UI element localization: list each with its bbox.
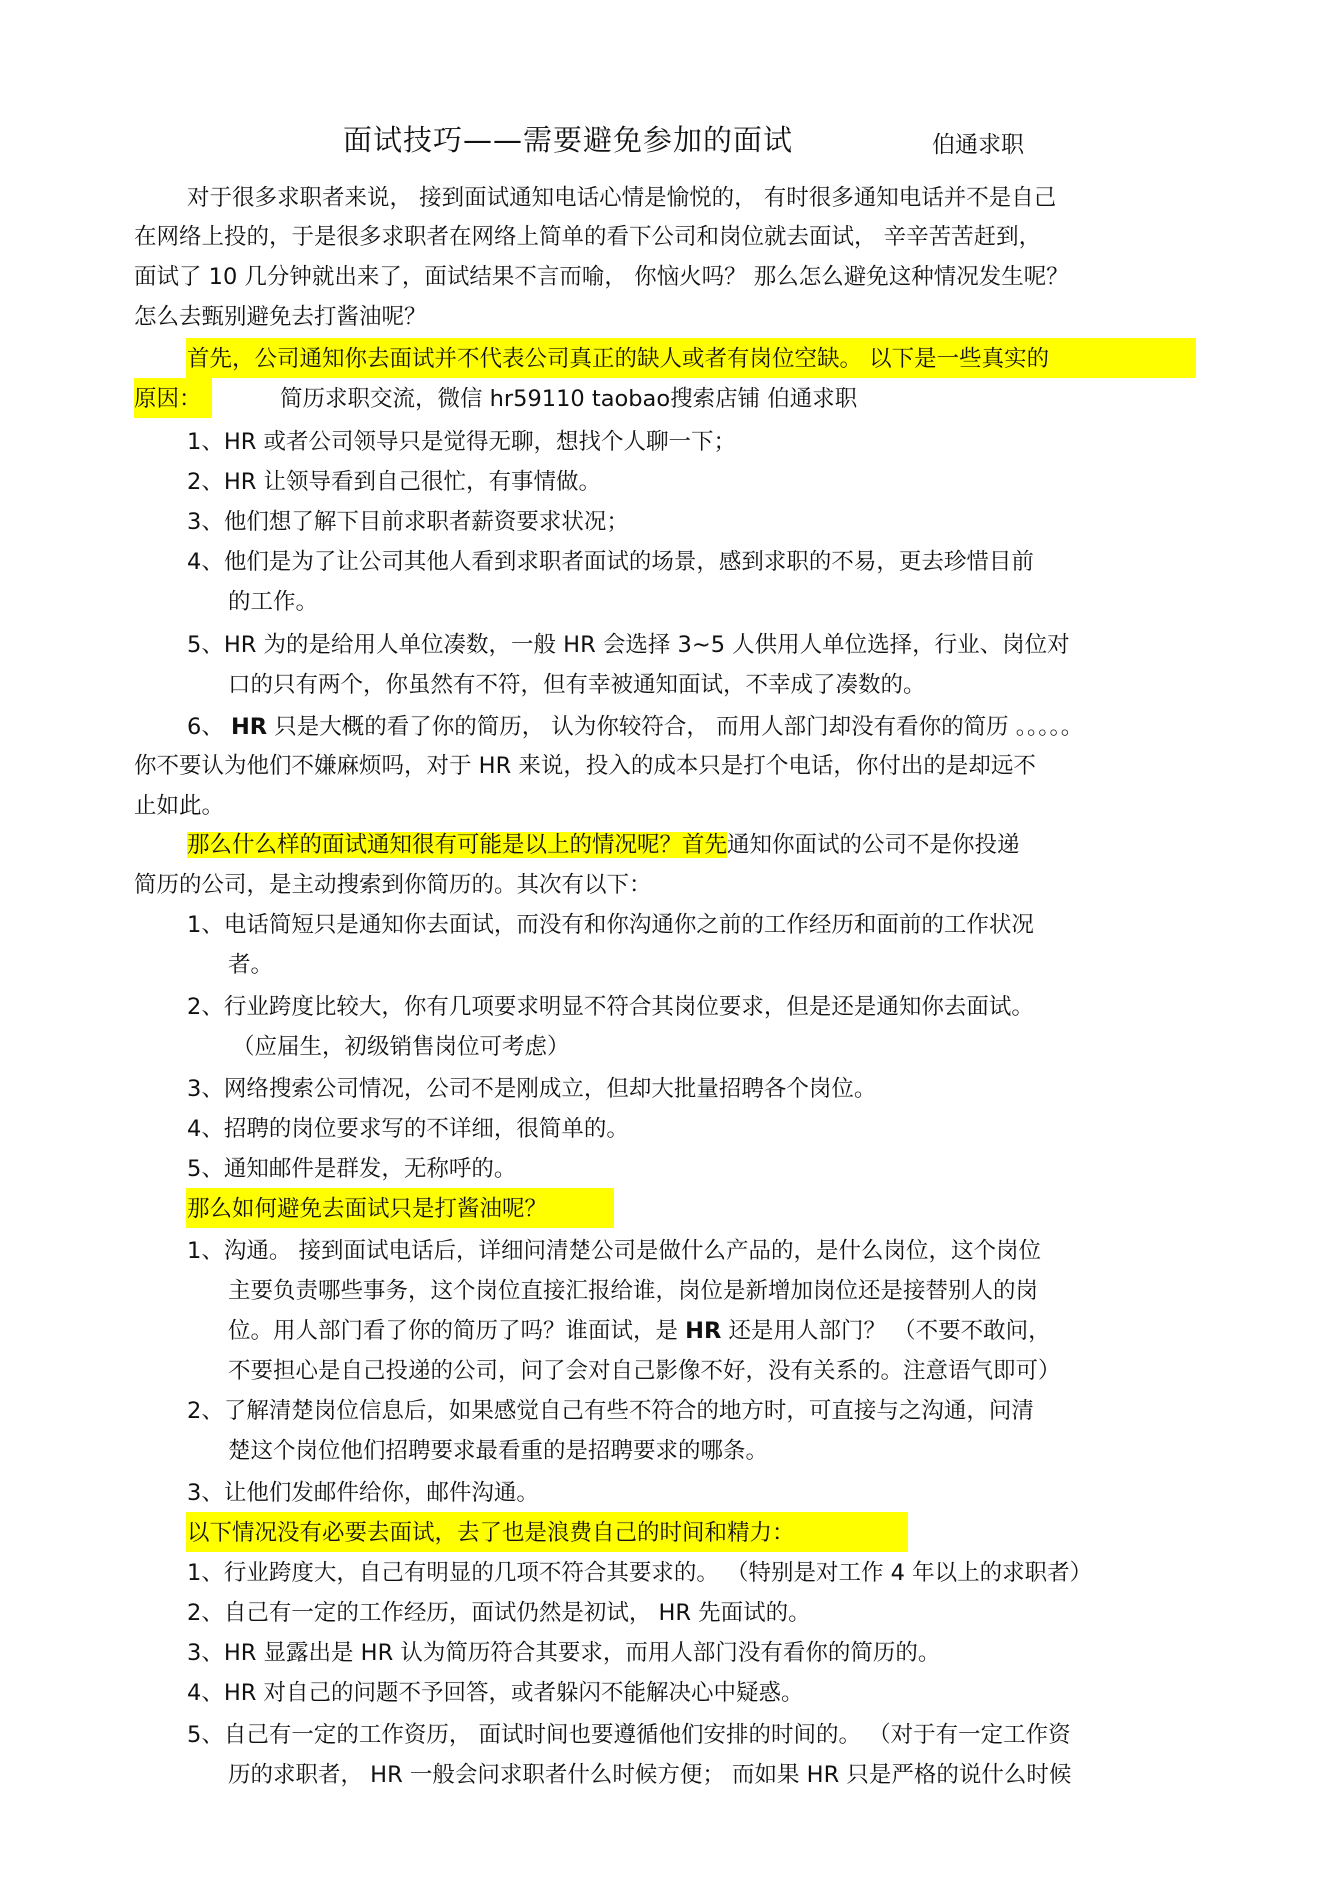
document-title: 面试技巧——需要避免参加的面试 xyxy=(343,123,794,157)
list-item: 4、HR 对自己的问题不予回答，或者躲闪不能解决心中疑惑。 xyxy=(187,1680,804,1706)
paragraph-line: 你不要认为他们不嫌麻烦吗，对于 HR 来说，投入的成本只是打个电话，你付出的是却远不 xyxy=(134,753,1036,779)
highlighted-text: 那么什么样的面试通知很有可能是以上的情况呢？首先 xyxy=(187,832,728,858)
list-item: 5、通知邮件是群发，无称呼的。 xyxy=(187,1156,517,1182)
firstly-line: 首先，公司通知你去面试并不代表公司真正的缺人或者有岗位空缺。 以下是一些真实的 xyxy=(187,346,1050,372)
list-item-continued: 者。 xyxy=(228,952,274,978)
list-item xyxy=(187,712,1083,742)
section-question xyxy=(187,830,1020,860)
list-item: 4、招聘的岗位要求写的不详细，很简单的。 xyxy=(187,1116,629,1142)
list-item: 3、网络搜索公司情况，公司不是刚成立，但却大批量招聘各个岗位。 xyxy=(187,1076,877,1102)
paragraph-line: 简历的公司，是主动搜索到你简历的。其次有以下： xyxy=(134,872,652,898)
list-item-continued: 不要担心是自己投递的公司，问了会对自己影像不好，没有关系的。注意语气即可） xyxy=(228,1358,1061,1384)
item-text: 位。用人部门看了你的简历了吗？谁面试，是 xyxy=(228,1318,686,1344)
bold-term: HR xyxy=(230,714,268,740)
reason-heading: 原因： xyxy=(134,386,202,412)
item-number: 6、 xyxy=(187,714,231,740)
contact-note: 简历求职交流，微信 hr59110 taobao搜索店铺 伯通求职 xyxy=(280,386,858,412)
item-text: 只是大概的看了你的简历， 认为你较符合， 而用人部门却没有看你的简历 。。。。。 xyxy=(267,714,1084,740)
list-item: 2、HR 让领导看到自己很忙，有事情做。 xyxy=(187,469,602,495)
plain-text: 通知你面试的公司不是你投递 xyxy=(727,832,1020,858)
intro-line: 面试了 10 几分钟就出来了，面试结果不言而喻， 你恼火吗？ 那么怎么避免这种情况发生呢？ xyxy=(134,264,1069,290)
list-item-continued: 楚这个岗位他们招聘要求最看重的是招聘要求的哪条。 xyxy=(228,1438,769,1464)
list-item: 1、HR 或者公司领导只是觉得无聊，想找个人聊一下； xyxy=(187,429,737,455)
item-text: 还是用人部门？ （不要不敢问， xyxy=(721,1318,1051,1344)
list-item: 2、行业跨度比较大，你有几项要求明显不符合其岗位要求，但是还是通知你去面试。 xyxy=(187,994,1034,1020)
list-item: 3、让他们发邮件给你，邮件沟通。 xyxy=(187,1480,539,1506)
list-item: 3、HR 显露出是 HR 认为简历符合其要求，而用人部门没有看你的简历的。 xyxy=(187,1640,941,1666)
list-item: 4、他们是为了让公司其他人看到求职者面试的场景，感到求职的不易，更去珍惜目前 xyxy=(187,549,1034,575)
intro-line: 对于很多求职者来说， 接到面试通知电话心情是愉悦的， 有时很多通知电话并不是自己 xyxy=(187,185,1057,211)
list-item: 5、自己有一定的工作资历， 面试时间也要遵循他们安排的时间的。 （对于有一定工作资 xyxy=(187,1722,1071,1748)
list-item-continued: 历的求职者， HR 一般会问求职者什么时候方便； 而如果 HR 只是严格的说什么时候 xyxy=(228,1762,1072,1788)
list-item-continued xyxy=(228,1316,1051,1346)
list-item-continued: 口的只有两个，你虽然有不符，但有幸被通知面试，不幸成了凑数的。 xyxy=(228,672,926,698)
list-item: 1、沟通。 接到面试电话后，详细问清楚公司是做什么产品的，是什么岗位，这个岗位 xyxy=(187,1238,1041,1264)
section-heading: 以下情况没有必要去面试，去了也是浪费自己的时间和精力： xyxy=(187,1520,795,1546)
brand-label: 伯通求职 xyxy=(932,132,1024,158)
section-heading: 那么如何避免去面试只是打酱油呢？ xyxy=(187,1196,548,1222)
list-item: 2、自己有一定的工作经历，面试仍然是初试， HR 先面试的。 xyxy=(187,1600,811,1626)
list-item-continued: （应届生，初级销售岗位可考虑） xyxy=(232,1034,570,1060)
paragraph-line: 止如此。 xyxy=(134,793,225,819)
intro-line: 怎么去甄别避免去打酱油呢？ xyxy=(134,304,427,330)
intro-line: 在网络上投的，于是很多求职者在网络上简单的看下公司和岗位就去面试， 辛辛苦苦赶到， xyxy=(134,224,1042,250)
list-item: 2、了解清楚岗位信息后，如果感觉自己有些不符合的地方时，可直接与之沟通，问清 xyxy=(187,1398,1034,1424)
bold-term: HR xyxy=(685,1318,722,1344)
list-item: 5、HR 为的是给用人单位凑数，一般 HR 会选择 3~5 人供用人单位选择，行业、岗位对 xyxy=(187,632,1070,658)
list-item-continued: 的工作。 xyxy=(228,589,319,615)
list-item-continued: 主要负责哪些事务，这个岗位直接汇报给谁，岗位是新增加岗位还是接替别人的岗 xyxy=(228,1278,1039,1304)
list-item: 1、电话简短只是通知你去面试，而没有和你沟通你之前的工作经历和面前的工作状况 xyxy=(187,912,1034,938)
list-item: 1、行业跨度大，自己有明显的几项不符合其要求的。 （特别是对工作 4 年以上的求职者） xyxy=(187,1560,1093,1586)
list-item: 3、他们想了解下目前求职者薪资要求状况； xyxy=(187,509,629,535)
